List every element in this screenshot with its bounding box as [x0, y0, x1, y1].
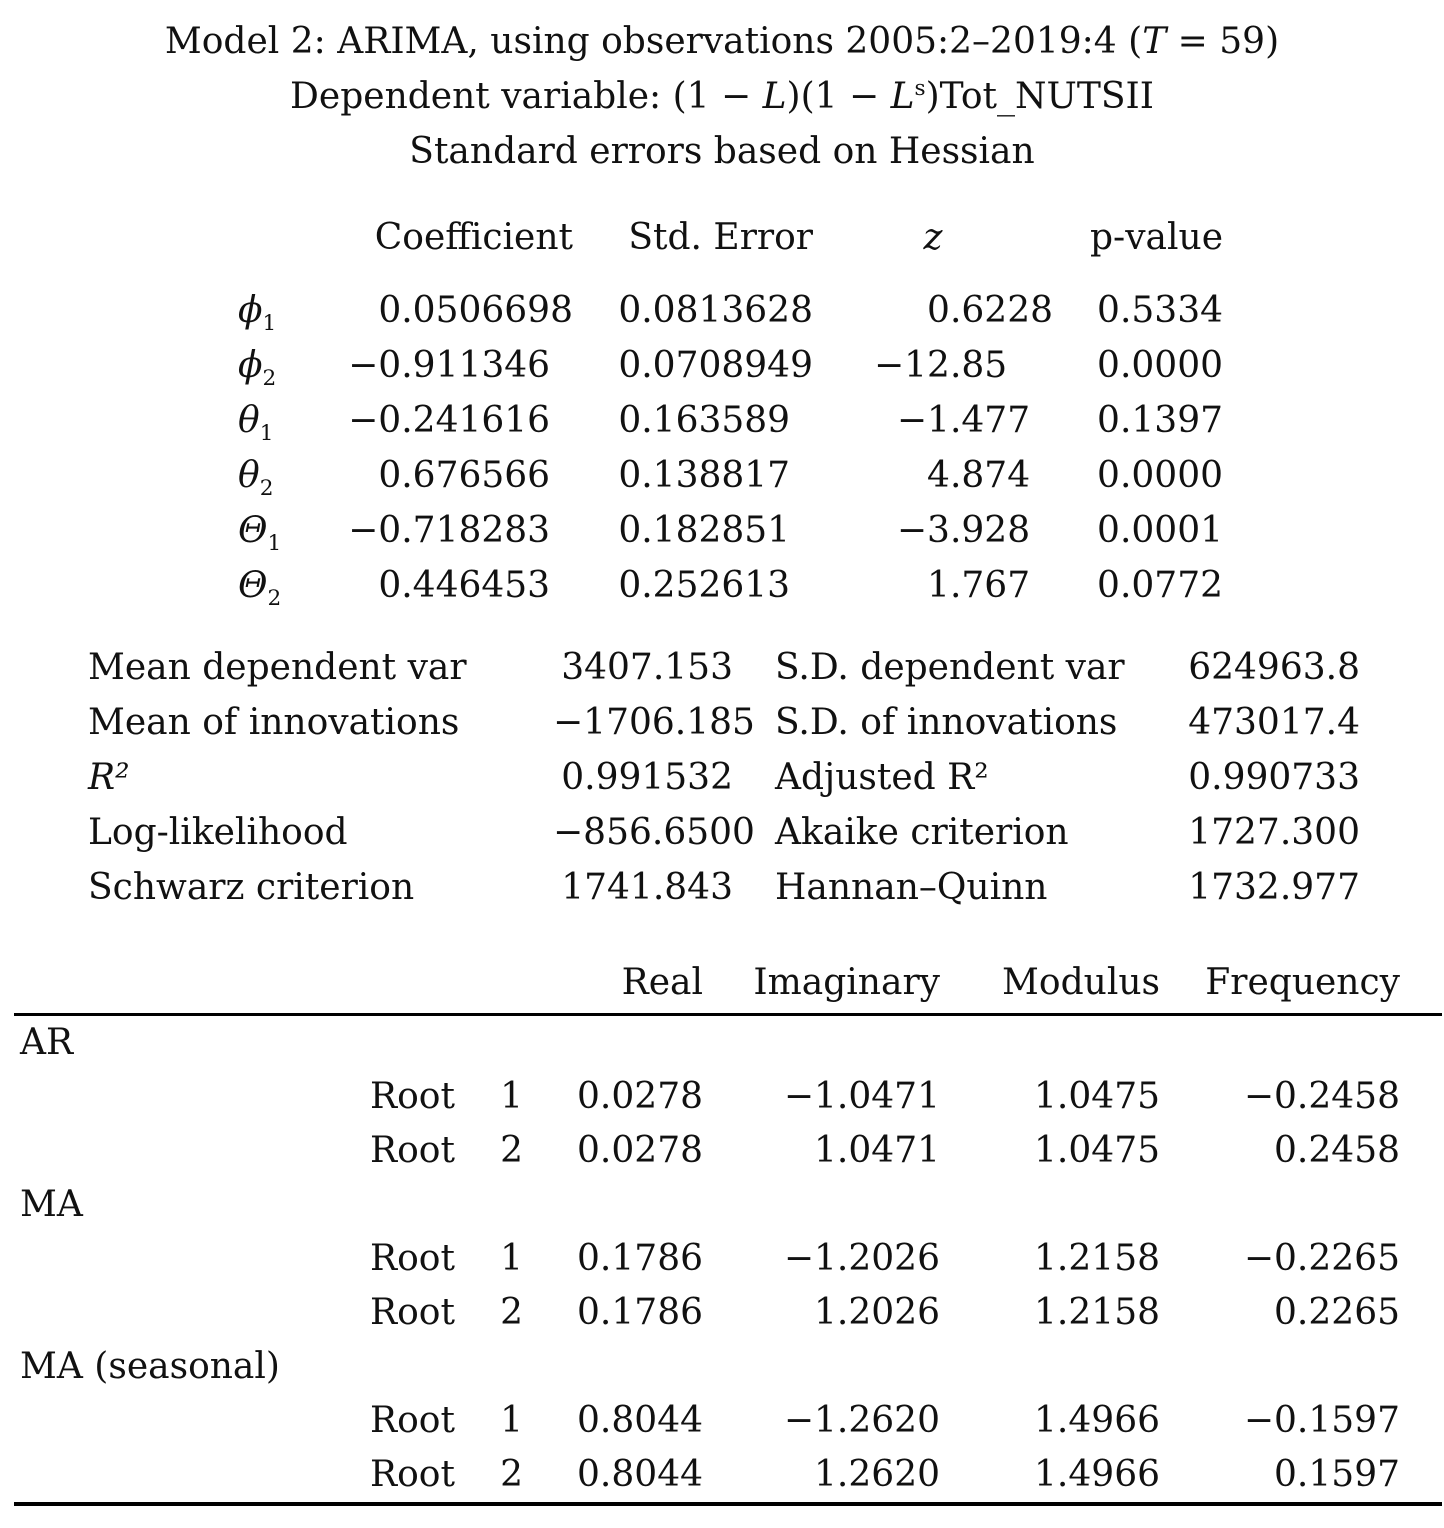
root-word: Root [370, 1400, 455, 1441]
spacer [20, 1070, 370, 1124]
coefficient-value: 0.446453 [378, 565, 551, 606]
param-subscript: 1 [259, 421, 274, 447]
dependent-variable-line [0, 69, 1444, 124]
title-text: Model 2: ARIMA, using observations 2005:2–2019:4 ( [164, 21, 1143, 62]
column-header-modulus: Modulus [1002, 962, 1160, 1003]
column-header-coefficient: Coefficient [374, 217, 573, 258]
stat-value: 1741.843 [561, 867, 733, 908]
spacer [733, 860, 775, 915]
stat-value: 3407.153 [561, 647, 733, 688]
stat-row [88, 860, 1444, 915]
root-frequency: 0.1597 [1274, 1454, 1400, 1495]
section-label-ar: AR [20, 1022, 74, 1063]
std-error-value: 0.163589 [618, 400, 791, 441]
root-row [20, 1232, 1444, 1286]
spacer [20, 1394, 370, 1448]
param-subscript: 1 [262, 311, 277, 337]
title-text: Dependent variable: (1 − [290, 76, 763, 117]
param-label [238, 283, 338, 338]
coef-row [238, 558, 1444, 613]
title-text: )Tot_NUTSII [925, 76, 1154, 117]
root-imaginary: 1.2026 [814, 1292, 940, 1333]
param-symbol: ϕ [238, 290, 263, 331]
root-imaginary: 1.0471 [814, 1130, 940, 1171]
stat-label: S.D. of innovations [775, 702, 1118, 743]
coef-row [238, 448, 1444, 503]
z-value: −12.85 [873, 345, 1008, 386]
spacer [733, 750, 775, 805]
stat-row [88, 805, 1444, 860]
root-word: Root [370, 1292, 455, 1333]
root-real: 0.8044 [577, 1400, 703, 1441]
root-real: 0.8044 [577, 1454, 703, 1495]
stat-value: 1732.977 [1188, 867, 1360, 908]
spacer [733, 695, 775, 750]
root-modulus: 1.0475 [1034, 1076, 1160, 1117]
z-value: 1.767 [927, 565, 1031, 606]
root-word: Root [370, 1454, 455, 1495]
p-value: 0.0772 [1097, 565, 1223, 606]
p-value: 0.0000 [1097, 455, 1223, 496]
column-header-std-error: Std. Error [628, 217, 813, 258]
summary-statistics [88, 640, 1444, 915]
std-error-value: 0.138817 [618, 455, 791, 496]
stat-label: S.D. dependent var [775, 647, 1125, 688]
stat-value: −1706.185 [553, 702, 755, 743]
param-symbol: Θ [238, 510, 268, 551]
spacer [20, 1286, 370, 1340]
roots-table [0, 955, 1444, 1506]
stat-label: Hannan–Quinn [775, 867, 1048, 908]
param-label [238, 558, 338, 613]
std-error-value: 0.182851 [618, 510, 791, 551]
param-label [238, 338, 338, 393]
param-label [238, 448, 338, 503]
std-error-value: 0.0813628 [618, 290, 813, 331]
root-modulus: 1.0475 [1034, 1130, 1160, 1171]
root-index: 2 [500, 1454, 523, 1495]
coefficient-table [238, 210, 1444, 613]
stat-value: 0.991532 [561, 757, 733, 798]
root-word: Root [370, 1238, 455, 1279]
param-label [238, 503, 338, 558]
section-label-ma: MA [20, 1184, 83, 1225]
stat-value: 624963.8 [1188, 647, 1360, 688]
std-error-value: 0.0708949 [618, 345, 813, 386]
param-subscript: 2 [262, 366, 277, 392]
spacer [733, 805, 775, 860]
coef-row [238, 338, 1444, 393]
param-symbol: θ [238, 455, 260, 496]
root-index: 1 [500, 1076, 523, 1117]
root-imaginary: −1.2620 [783, 1400, 940, 1441]
spacer [20, 1448, 370, 1502]
coef-row [238, 503, 1444, 558]
column-header-real: Real [621, 962, 703, 1003]
root-real: 0.1786 [577, 1292, 703, 1333]
root-row [20, 1394, 1444, 1448]
root-modulus: 1.4966 [1034, 1400, 1160, 1441]
spacer [20, 955, 523, 1010]
math-var-L: L [890, 76, 915, 117]
root-row [20, 1124, 1444, 1178]
stat-label: Adjusted R² [775, 757, 989, 798]
stat-row [88, 695, 1444, 750]
param-subscript: 2 [267, 586, 282, 612]
z-value: −3.928 [896, 510, 1031, 551]
roots-table-header [20, 955, 1444, 1010]
root-row [20, 1070, 1444, 1124]
stat-row [88, 640, 1444, 695]
stat-value: 1727.300 [1188, 812, 1360, 853]
root-real: 0.0278 [577, 1076, 703, 1117]
root-frequency: −0.2265 [1243, 1238, 1400, 1279]
column-header-frequency: Frequency [1205, 962, 1400, 1003]
param-symbol: Θ [238, 565, 268, 606]
model-title [0, 0, 1444, 179]
stat-value: 0.990733 [1188, 757, 1360, 798]
root-imaginary: 1.2620 [814, 1454, 940, 1495]
root-modulus: 1.4966 [1034, 1454, 1160, 1495]
root-row [20, 1286, 1444, 1340]
model-title-line1 [0, 14, 1444, 69]
p-value: 0.0001 [1097, 510, 1223, 551]
param-label [238, 393, 338, 448]
root-word: Root [370, 1130, 455, 1171]
title-text: )(1 − [786, 76, 891, 117]
root-index: 1 [500, 1238, 523, 1279]
math-var-L: L [762, 76, 787, 117]
root-frequency: −0.2458 [1243, 1076, 1400, 1117]
root-frequency: 0.2458 [1274, 1130, 1400, 1171]
p-value: 0.5334 [1097, 290, 1223, 331]
coefficient-value: −0.718283 [348, 510, 551, 551]
p-value: 0.0000 [1097, 345, 1223, 386]
superscript-s: s [914, 76, 926, 101]
z-value: 0.6228 [927, 290, 1053, 331]
root-real: 0.0278 [577, 1130, 703, 1171]
z-value: −1.477 [896, 400, 1031, 441]
param-symbol: θ [238, 400, 260, 441]
column-header-p-value: p-value [1089, 217, 1223, 258]
stat-label: Mean dependent var [88, 647, 467, 688]
spacer [733, 640, 775, 695]
stat-label: Mean of innovations [88, 702, 460, 743]
root-modulus: 1.2158 [1034, 1292, 1160, 1333]
spacer [20, 1232, 370, 1286]
root-index: 2 [500, 1130, 523, 1171]
stat-label: Akaike criterion [775, 812, 1069, 853]
param-symbol: ϕ [238, 345, 263, 386]
root-frequency: 0.2265 [1274, 1292, 1400, 1333]
stat-value: −856.6500 [553, 812, 755, 853]
std-errors-note: Standard errors based on Hessian [409, 131, 1035, 172]
root-real: 0.1786 [577, 1238, 703, 1279]
stat-row [88, 750, 1444, 805]
root-word: Root [370, 1076, 455, 1117]
root-modulus: 1.2158 [1034, 1238, 1160, 1279]
coef-row [238, 393, 1444, 448]
root-row [20, 1448, 1444, 1502]
root-imaginary: −1.2026 [783, 1238, 940, 1279]
title-text: = 59) [1166, 21, 1280, 62]
column-header-imaginary: Imaginary [753, 962, 940, 1003]
stat-value: 473017.4 [1188, 702, 1360, 743]
stat-label: Schwarz criterion [88, 867, 415, 908]
coefficient-value: 0.0506698 [378, 290, 573, 331]
coefficient-value: −0.911346 [348, 345, 551, 386]
coefficient-value: 0.676566 [378, 455, 551, 496]
root-index: 1 [500, 1400, 523, 1441]
param-subscript: 1 [267, 531, 282, 557]
root-index: 2 [500, 1292, 523, 1333]
spacer [238, 210, 338, 265]
section-label-ma-seasonal: MA (seasonal) [20, 1346, 280, 1387]
param-subscript: 2 [259, 476, 274, 502]
z-value: 4.874 [927, 455, 1031, 496]
coefficient-table-header [238, 210, 1444, 265]
std-error-value: 0.252613 [618, 565, 791, 606]
root-imaginary: −1.0471 [783, 1076, 940, 1117]
p-value: 0.1397 [1097, 400, 1223, 441]
spacer [20, 1124, 370, 1178]
column-header-z: z [923, 217, 943, 258]
stat-label: R² [88, 757, 130, 798]
coef-row [238, 283, 1444, 338]
coefficient-value: −0.241616 [348, 400, 551, 441]
stat-label: Log-likelihood [88, 812, 348, 853]
math-var-T: T [1142, 21, 1167, 62]
table-rule-bottom [14, 1502, 1442, 1506]
root-frequency: −0.1597 [1243, 1400, 1400, 1441]
